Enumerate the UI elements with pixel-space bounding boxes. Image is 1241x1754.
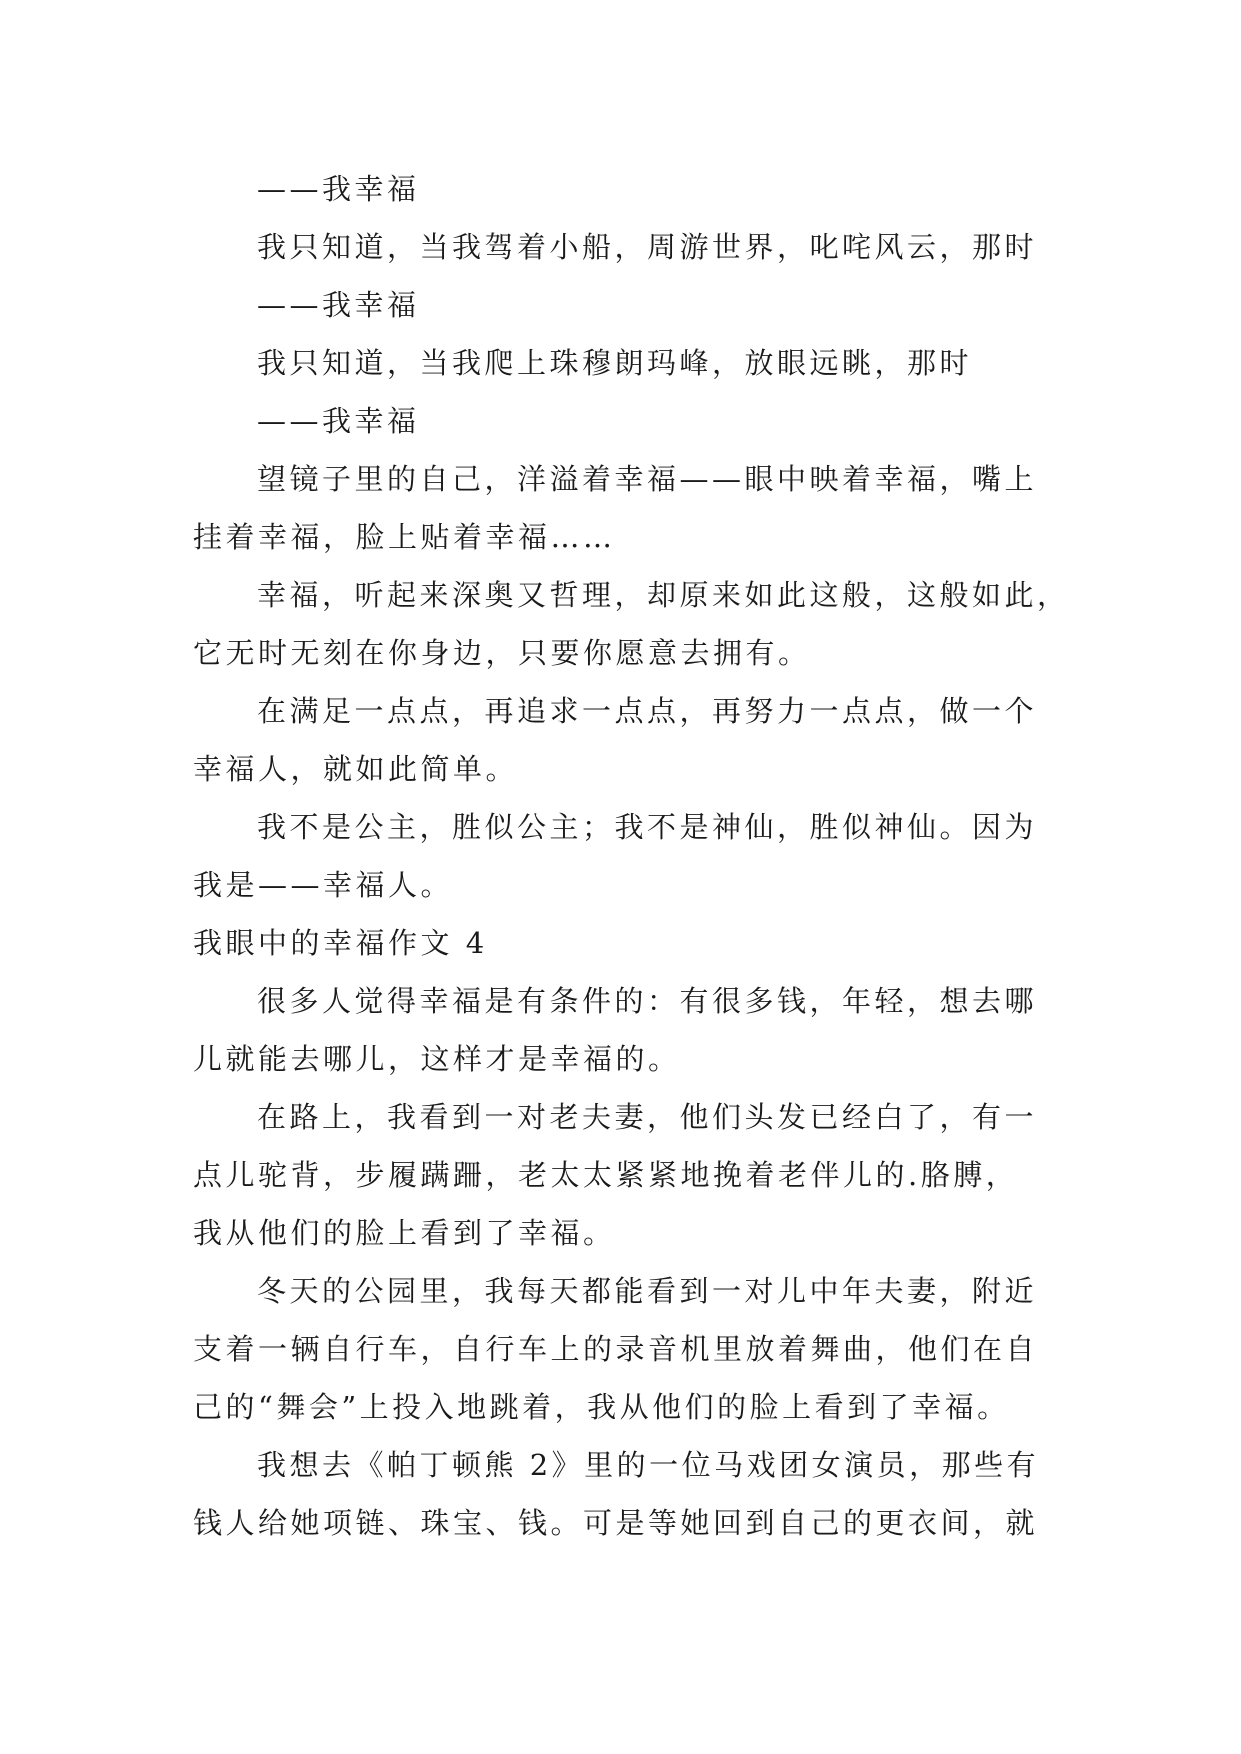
text-line: 它无时无刻在你身边，只要你愿意去拥有。	[193, 636, 811, 670]
text-line: 在路上，我看到一对老夫妻，他们头发已经白了，有一	[257, 1100, 1038, 1134]
text-line: 我不是公主，胜似公主；我不是神仙，胜似神仙。因为	[257, 810, 1038, 844]
text-line: 我想去《帕丁顿熊 2》里的一位马戏团女演员，那些有	[257, 1448, 1040, 1482]
text-line: 我从他们的脸上看到了幸福。	[193, 1216, 616, 1250]
text-line: 在满足一点点，再追求一点点，再努力一点点，做一个	[257, 694, 1038, 728]
document-body	[193, 160, 1070, 1552]
text-line: 支着一辆自行车，自行车上的录音机里放着舞曲，他们在自	[193, 1332, 1039, 1366]
text-line: ——我幸福	[257, 172, 420, 206]
text-line: 我只知道，当我爬上珠穆朗玛峰，放眼远眺，那时	[257, 346, 973, 380]
text-line: 幸福人，就如此简单。	[193, 752, 519, 786]
section-heading: 我眼中的幸福作文 4	[193, 926, 488, 960]
text-line: 挂着幸福，脸上贴着幸福……	[193, 520, 616, 554]
text-line: 己的“舞会”上投入地跳着，我从他们的脸上看到了幸福。	[193, 1390, 1010, 1424]
text-line: 我是——幸福人。	[193, 868, 454, 902]
text-line: 幸福，听起来深奥又哲理，却原来如此这般，这般如此，	[257, 578, 1070, 612]
text-line: 点儿驼背，步履蹒跚，老太太紧紧地挽着老伴儿的.胳膊，	[193, 1158, 1019, 1192]
text-line: 望镜子里的自己，洋溢着幸福——眼中映着幸福，嘴上	[257, 462, 1038, 496]
text-line: 儿就能去哪儿，这样才是幸福的。	[193, 1042, 681, 1076]
text-line: 冬天的公园里，我每天都能看到一对儿中年夫妻，附近	[257, 1274, 1038, 1308]
text-line: 钱人给她项链、珠宝、钱。可是等她回到自己的更衣间，就	[193, 1506, 1039, 1540]
text-line: 我只知道，当我驾着小船，周游世界，叱咤风云，那时	[257, 230, 1038, 264]
text-line: ——我幸福	[257, 288, 420, 322]
text-line: ——我幸福	[257, 404, 420, 438]
text-line: 很多人觉得幸福是有条件的：有很多钱，年轻，想去哪	[257, 984, 1038, 1018]
